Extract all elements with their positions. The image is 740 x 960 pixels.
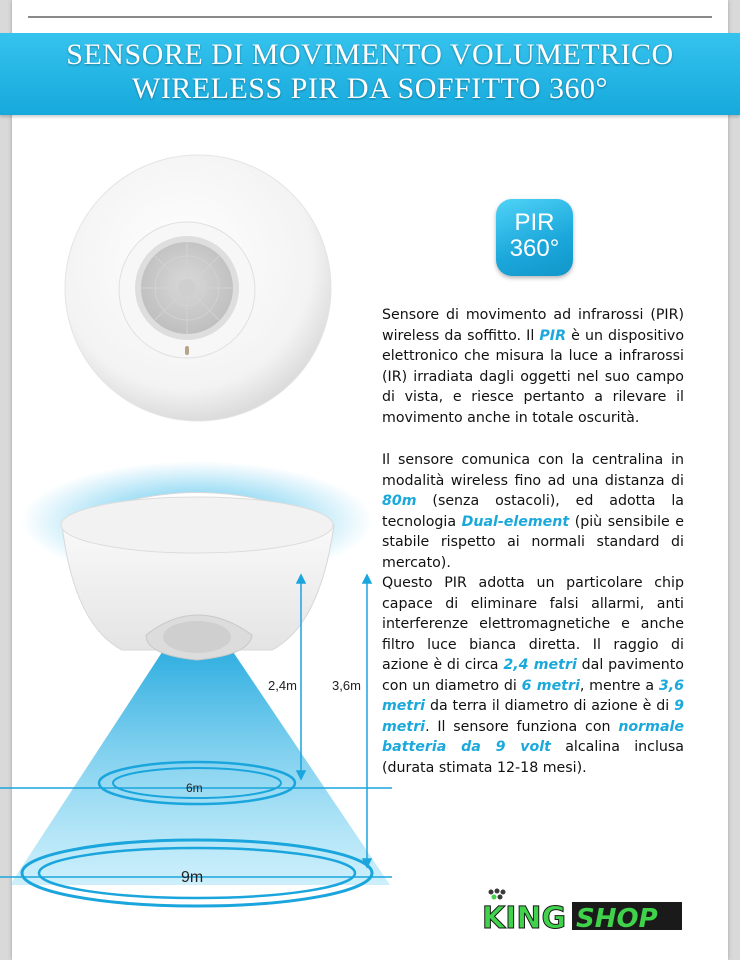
height-label-2-4m: 2,4m xyxy=(268,678,297,693)
body-text: dal pavimento con un diametro di xyxy=(382,657,684,694)
diameter-label-6m: 6m xyxy=(186,781,203,795)
body-text: è un dispositivo elettronico che misura la luce a infrarossi (IR) irradiata dagli oggetti nel suo campo di vista, e riesce pertanto a rilevare il movimento anche in totale oscurità. xyxy=(382,327,684,426)
description-paragraph-3 xyxy=(382,573,684,778)
highlight-text: PIR xyxy=(539,327,566,344)
body-text: alcalina inclusa (durata stimata 12-18 mesi). xyxy=(382,739,684,776)
body-text: (senza ostacoli), ed adotta la tecnologia xyxy=(382,493,684,530)
badge-line-2: 360° xyxy=(509,235,560,262)
description-paragraph-2 xyxy=(382,450,684,573)
body-text: , mentre a xyxy=(579,677,659,694)
logo-text-king: KING xyxy=(482,901,567,933)
highlight-text: 2,4 metri xyxy=(503,657,577,673)
top-divider xyxy=(28,16,712,18)
highlight-text: 80m xyxy=(382,493,417,509)
highlight-text: Dual-element xyxy=(461,513,570,530)
highlight-text: 3,6 metri xyxy=(382,677,684,714)
page-title-line-1: SENSORE DI MOVIMENTO VOLUMETRICO xyxy=(66,38,674,71)
body-text: da terra il diametro di azione è di xyxy=(425,698,675,714)
highlight-text: 9 metri xyxy=(382,698,684,735)
body-text: Sensore di movimento ad infrarossi (PIR) wireless da soffitto. Il xyxy=(382,307,684,344)
description-paragraph-1 xyxy=(382,305,684,428)
highlight-text: normale batteria da 9 volt xyxy=(382,718,684,755)
page-title-line-2: WIRELESS PIR DA SOFFITTO 360° xyxy=(132,72,608,105)
diameter-label-9m: 9m xyxy=(181,869,204,886)
body-text: . Il sensore funziona con xyxy=(425,718,619,735)
pir-360-badge xyxy=(496,199,573,276)
body-text: Questo PIR adotta un particolare chip capace di eliminare falsi allarmi, anti interferenze elettromagnetiche e anche filtro luce bianca diretta. Il raggio di azione è di circa xyxy=(382,575,684,673)
badge-line-1: PIR xyxy=(514,209,555,236)
highlight-text: 6 metri xyxy=(521,677,580,694)
body-text: (più sensibile e stabile rispetto ai normali standard di mercato). xyxy=(382,513,685,571)
body-text: Il sensore comunica con la centralina in modalità wireless fino ad una distanza di xyxy=(382,452,684,489)
sensor-top-view-image xyxy=(60,150,336,430)
logo-text-shop: SHOP xyxy=(576,904,658,933)
height-label-3-6m: 3,6m xyxy=(332,678,361,693)
kingshop-logo xyxy=(480,888,685,933)
